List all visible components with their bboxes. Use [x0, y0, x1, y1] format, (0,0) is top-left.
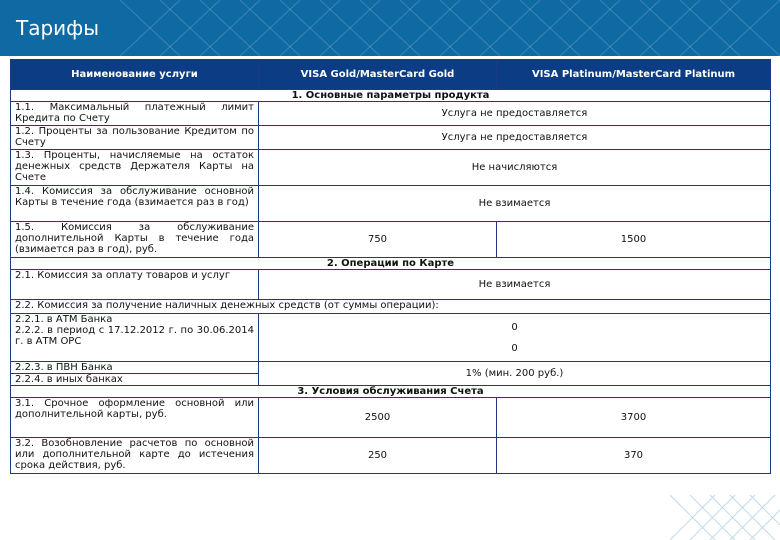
- table-row: [11, 362, 771, 374]
- section-title: 1. Основные параметры продукта: [11, 90, 771, 102]
- platinum-value: 1500: [497, 222, 771, 258]
- col-header-gold: VISA Gold/MasterCard Gold: [259, 60, 497, 90]
- row-value: Не начисляются: [259, 150, 771, 186]
- row-label: 2.1. Комиссия за оплату товаров и услуг: [11, 270, 259, 300]
- table-row: [11, 186, 771, 222]
- table-header-row: [11, 60, 771, 90]
- row-label: 2.2.4. в иных банках: [11, 374, 259, 386]
- row-value: Услуга не предоставляется: [259, 102, 771, 126]
- row-label: [11, 314, 259, 362]
- row-label: 1.1. Максимальный платежный лимит Кредита по Счету: [11, 102, 259, 126]
- row-value: [259, 314, 771, 362]
- section-title: 2. Операции по Карте: [11, 258, 771, 270]
- table-row: [11, 398, 771, 438]
- table-row: [11, 150, 771, 186]
- row-value: Не взимается: [259, 270, 771, 300]
- section-row: [11, 258, 771, 270]
- corner-pattern: [670, 495, 780, 540]
- gold-value: 750: [259, 222, 497, 258]
- table-row: [11, 300, 771, 314]
- table-row: [11, 222, 771, 258]
- sub-label-atm-ops: 2.2.2. в период с 17.12.2012 г. по 30.06.2014 г. в АТМ ОРС: [15, 325, 254, 347]
- page-title: Тарифы: [16, 16, 100, 40]
- col-header-platinum: VISA Platinum/MasterCard Platinum: [497, 60, 771, 90]
- row-value: 1% (мин. 200 руб.): [259, 362, 771, 386]
- gold-value: 2500: [259, 398, 497, 438]
- sub-label-atm-bank: 2.2.1. в АТМ Банка: [15, 314, 113, 325]
- platinum-value: 3700: [497, 398, 771, 438]
- value-atm-bank: 0: [511, 321, 518, 333]
- row-label: 3.2. Возобновление расчетов по основной или дополнительной карте до истечения срока действия, руб.: [11, 438, 259, 474]
- row-value: Услуга не предоставляется: [259, 126, 771, 150]
- header-bar: [0, 0, 780, 56]
- row-label: 1.4. Комиссия за обслуживание основной Карты в течение года (взимается раз в год): [11, 186, 259, 222]
- row-label: 2.2. Комиссия за получение наличных денежных средств (от суммы операции):: [11, 300, 771, 314]
- row-label: 3.1. Срочное оформление основной или дополнительной карты, руб.: [11, 398, 259, 438]
- gold-value: 250: [259, 438, 497, 474]
- tariff-table: [10, 59, 771, 474]
- section-row: [11, 90, 771, 102]
- col-header-service: Наименование услуги: [11, 60, 259, 90]
- header-pattern: [0, 0, 780, 56]
- table-row: [11, 126, 771, 150]
- value-atm-ops: 0: [511, 342, 518, 354]
- row-label: 1.2. Проценты за пользование Кредитом по Счету: [11, 126, 259, 150]
- section-row: [11, 386, 771, 398]
- table-row: [11, 314, 771, 362]
- row-label: 1.5. Комиссия за обслуживание дополнительной Карты в течение года (взимается раз в год), руб.: [11, 222, 259, 258]
- section-title: 3. Условия обслуживания Счета: [11, 386, 771, 398]
- table-row: [11, 270, 771, 300]
- table-row: [11, 102, 771, 126]
- platinum-value: 370: [497, 438, 771, 474]
- row-label: 2.2.3. в ПВН Банка: [11, 362, 259, 374]
- row-label: 1.3. Проценты, начисляемые на остаток денежных средств Держателя Карты на Счете: [11, 150, 259, 186]
- row-value: Не взимается: [259, 186, 771, 222]
- table-row: [11, 438, 771, 474]
